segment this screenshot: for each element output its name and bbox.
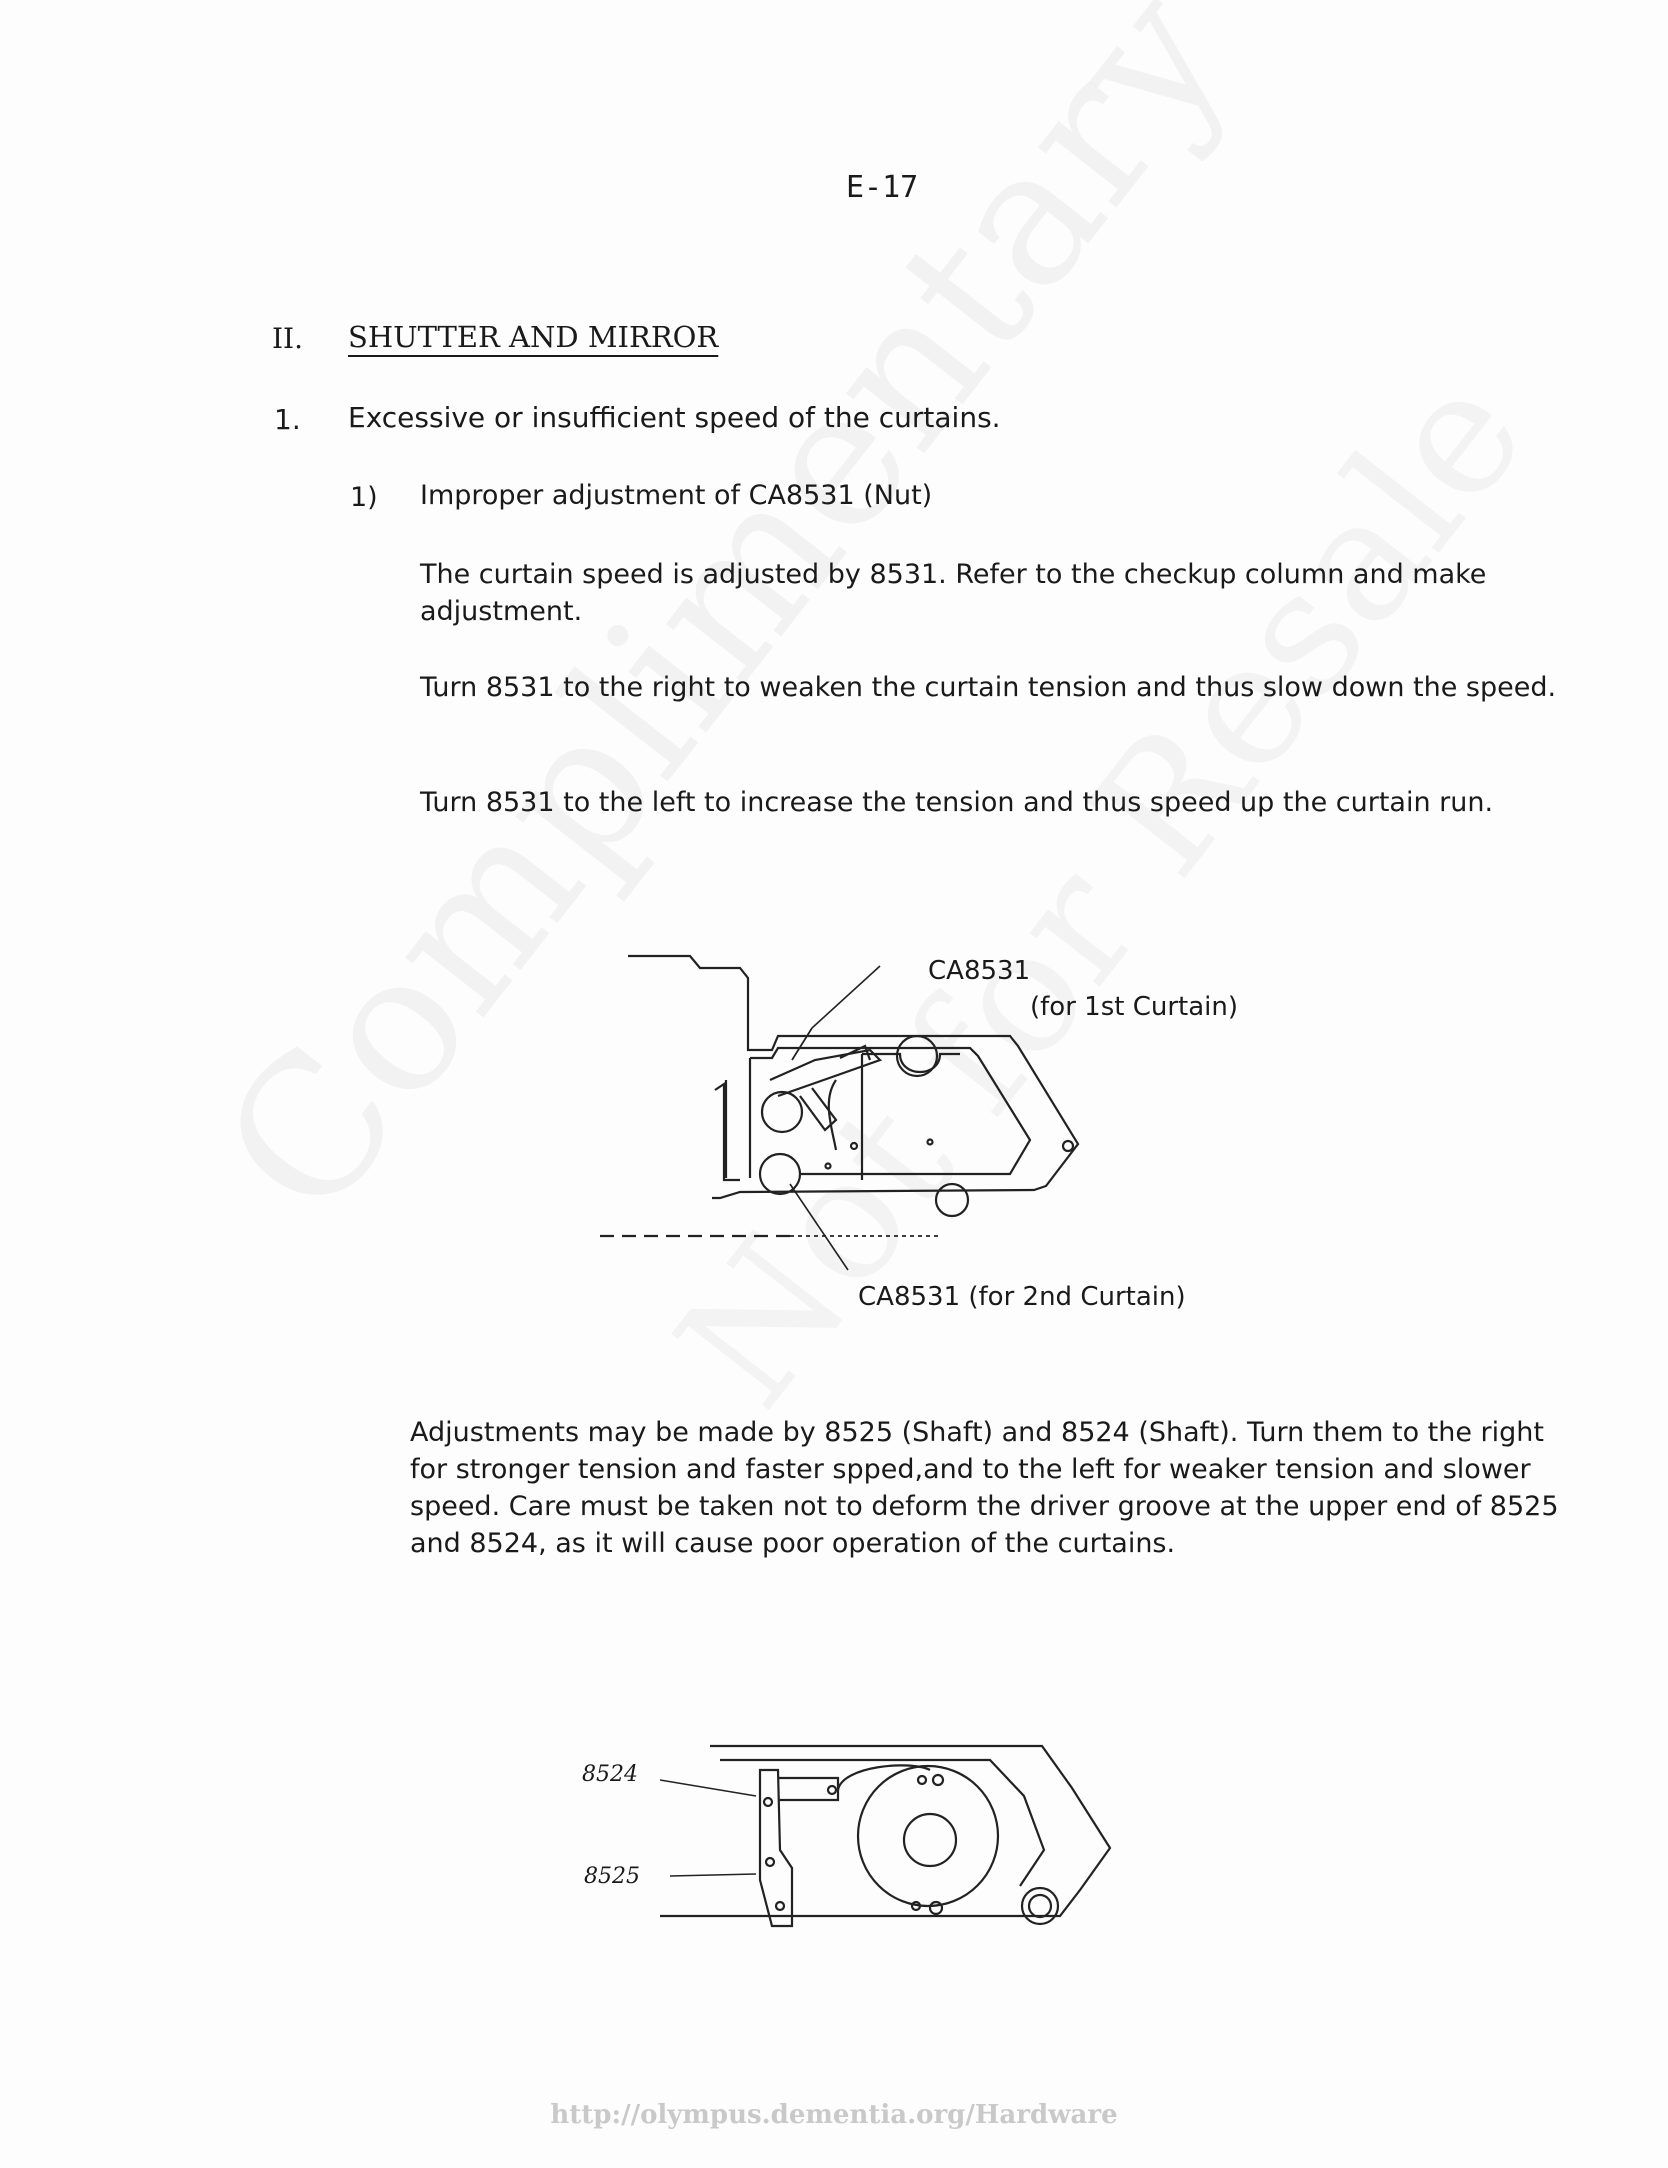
paragraph-turn-left: Turn 8531 to the left to increase the tension and thus speed up the curtain run. [420,787,1494,818]
label-2nd-curtain: CA8531 (for 2nd Curtain) [858,1282,1186,1312]
label-1st-curtain-code: CA8531 [928,956,1031,986]
shutter-curtain-diagram [600,930,1160,1290]
footer-url: http://olympus.dementia.org/Hardware [550,2100,1118,2130]
subitem-number: 1) [350,482,378,513]
shaft-adjustment-diagram [660,1730,1130,1970]
item-heading: Excessive or insufficient speed of the curtains. [348,401,1001,434]
paragraph-turn-right: Turn 8531 to the right to weaken the curtain tension and thus slow down the speed. [420,672,1557,703]
label-1st-curtain-note: (for 1st Curtain) [1030,992,1238,1022]
label-8525: 8525 [584,1864,640,1889]
item-number: 1. [274,403,301,436]
section-number: II. [272,322,304,355]
label-8524: 8524 [582,1762,638,1787]
page-number: E-17 [846,170,919,205]
paragraph-curtain-speed: The curtain speed is adjusted by 8531. Refer to the checkup column and make adjustment. [420,559,1487,627]
subitem-heading: Improper adjustment of CA8531 (Nut) [420,480,933,511]
section-title: SHUTTER AND MIRROR [348,320,719,354]
paragraph-shaft-adjustment: Adjustments may be made by 8525 (Shaft) and 8524 (Shaft). Turn them to the right for stronger tension and faster spped,and to the left for weaker tension and slower speed. Care must be taken not to deform the driver groove at the upper end of 8525 and 8524, as it will cause poor operation of the curtains. [410,1417,1559,1559]
